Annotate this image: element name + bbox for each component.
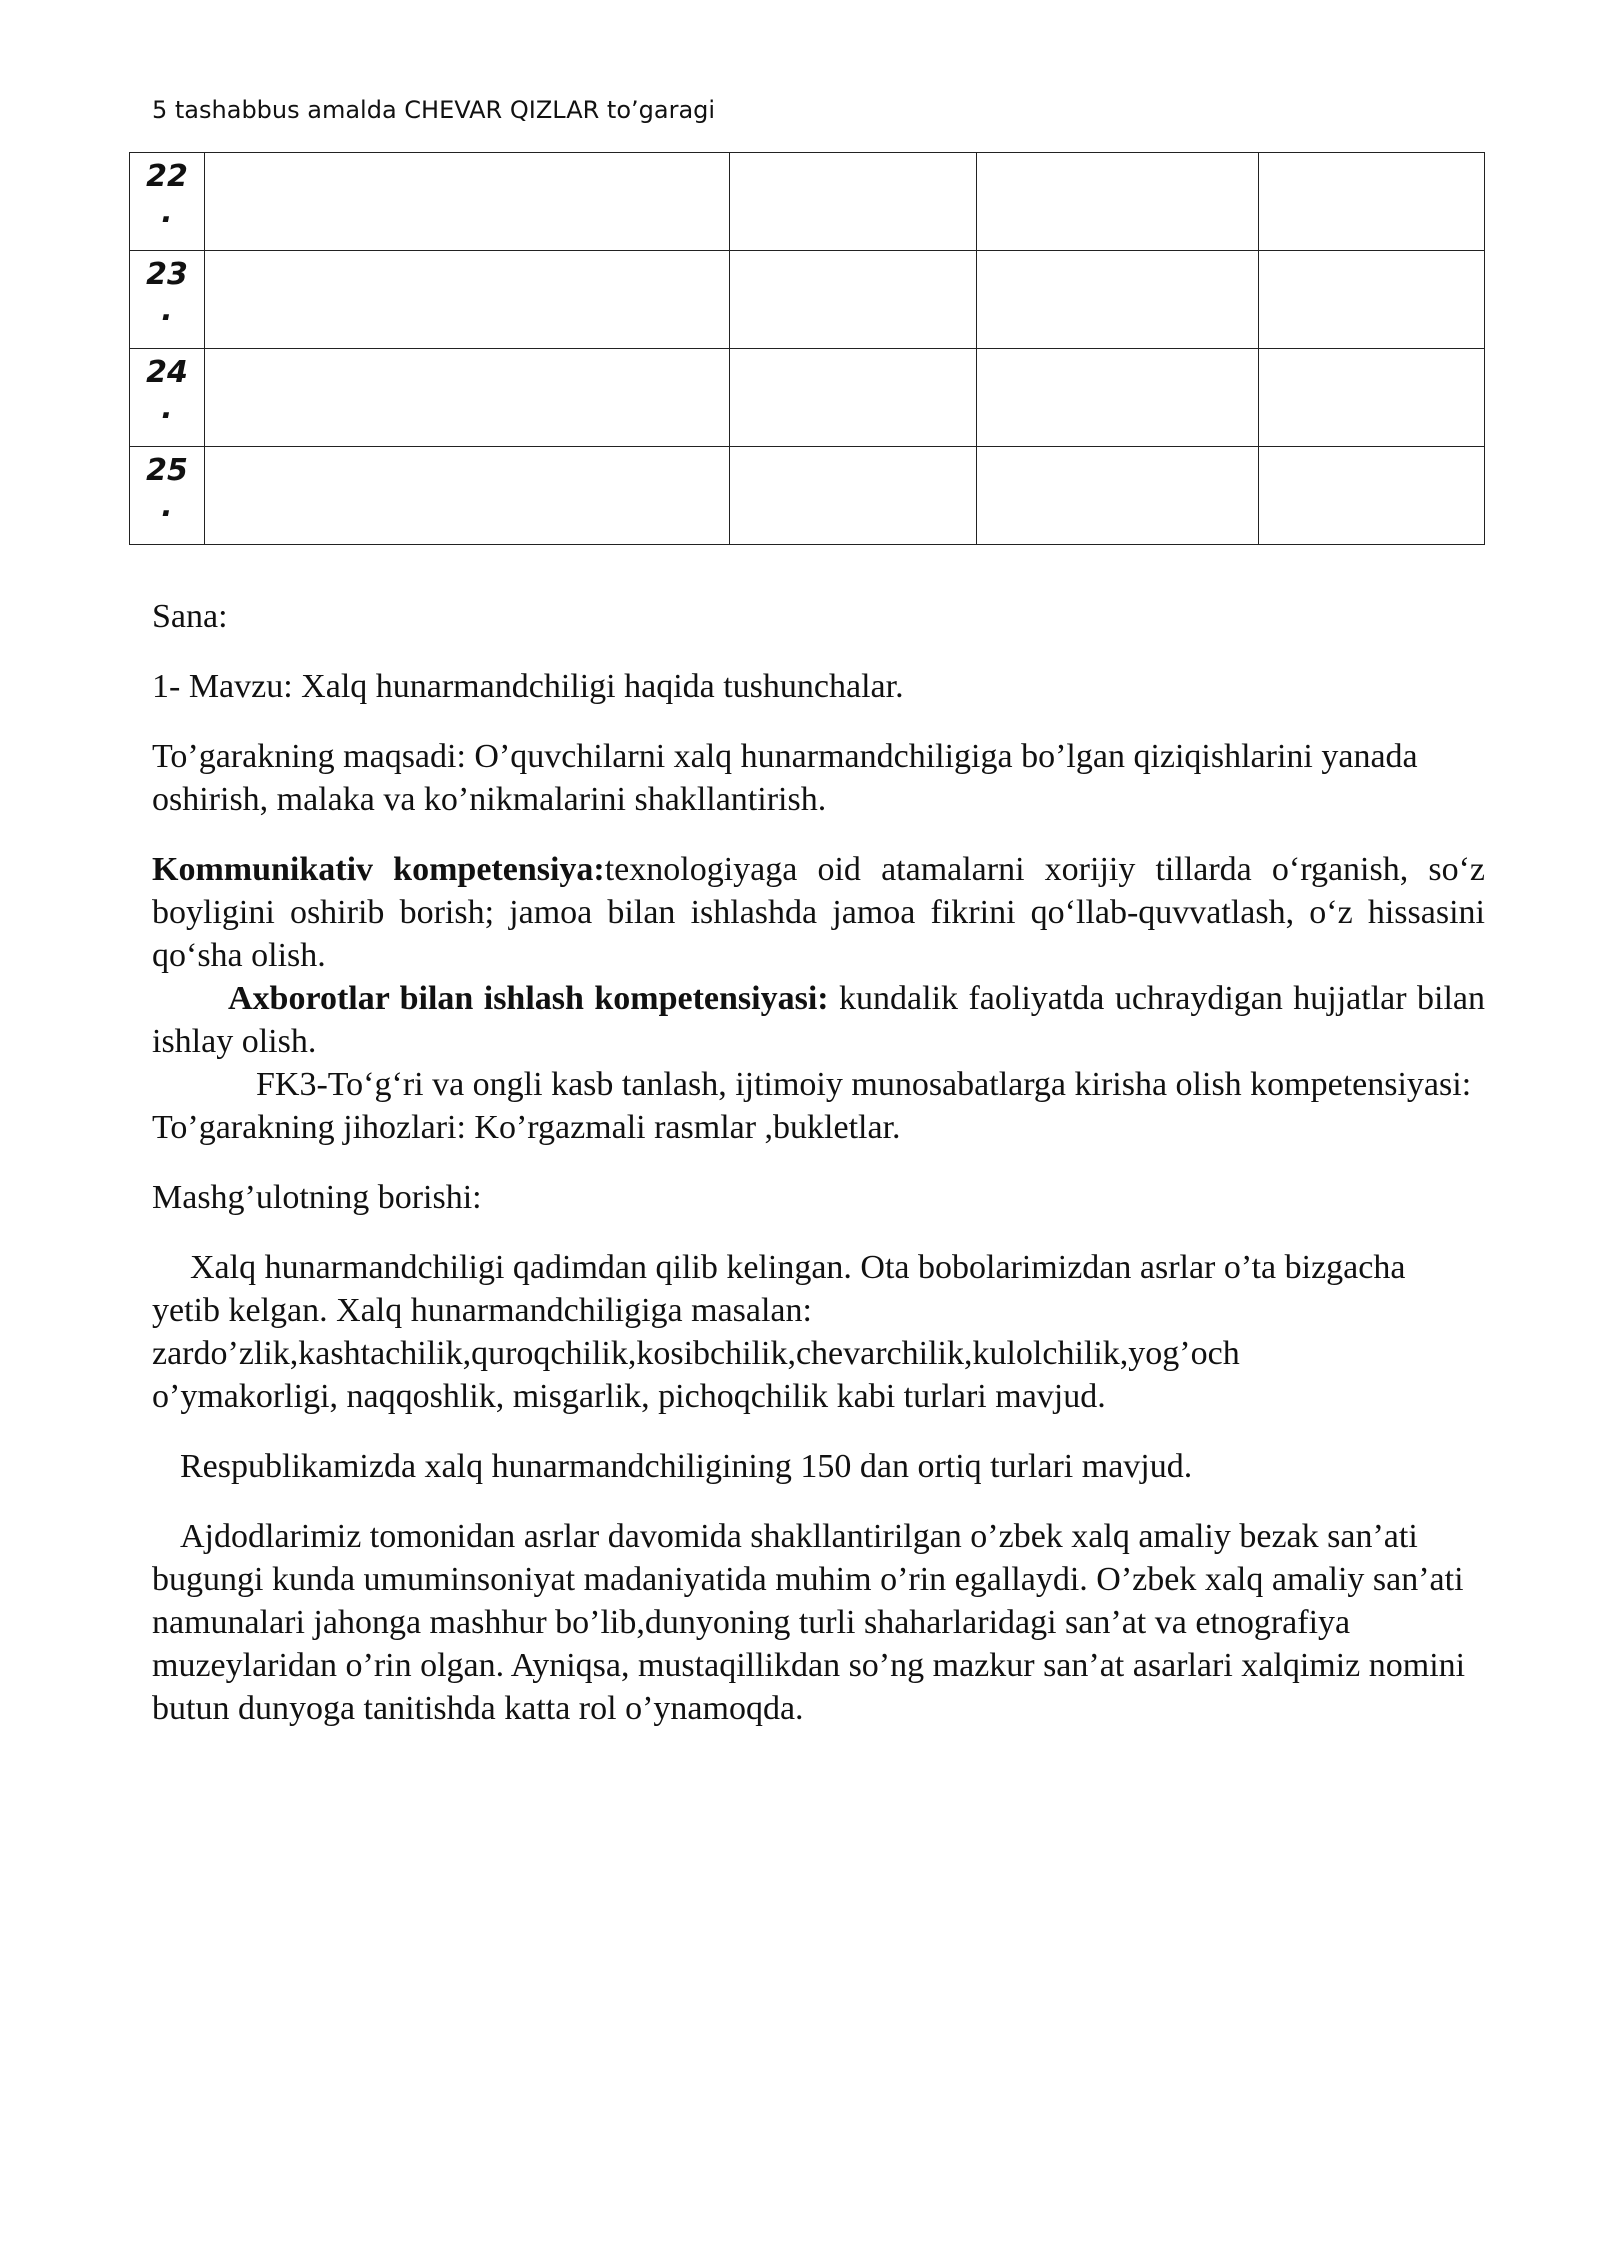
table-cell [977, 251, 1259, 349]
table-cell [977, 153, 1259, 251]
row-number: 25 . [130, 447, 205, 545]
table-cell [977, 349, 1259, 447]
communicative-competence-text: texnologiyaga oid atamalarni xorijiy tillarda oʻrganish, soʻz boyligini oshirib borish; jamoa bilan ishlashda jamoa fikrini qoʻllab-quvvatlash, oʻz hissasini qoʻsha olish. [152, 851, 1485, 974]
goal-paragraph: To’garakning maqsadi: O’quvchilarni xalq hunarmandchiligiga bo’lgan qiziqishlarini yanada oshirish, malaka va ko’nikmalarini shakllantirish. [152, 738, 1418, 818]
row-number: 24 . [130, 349, 205, 447]
table-cell [205, 447, 730, 545]
table-cell [205, 349, 730, 447]
table-cell [1259, 349, 1485, 447]
fk3-competence: FK3-Toʻgʻri va ongli kasb tanlash, ijtimoiy munosabatlarga kirisha olish kompetensiyasi: [256, 1066, 1472, 1103]
table-cell [205, 153, 730, 251]
lesson-body [152, 595, 1485, 1730]
table-cell [1259, 153, 1485, 251]
table-cell [1259, 447, 1485, 545]
paragraph-crafts-list: zardo’zlik,kashtachilik,quroqchilik,kosibchilik,chevarchilik,kulolchilik,yog’och o’ymakorligi, naqqoshlik, misgarlik, pichoqchilik kabi turlari mavjud. [152, 1335, 1240, 1415]
information-competence [152, 977, 1485, 1063]
table-cell [730, 251, 977, 349]
information-competence-title: Axborotlar bilan ishlash kompetensiyasi: [228, 980, 829, 1017]
table-cell [1259, 251, 1485, 349]
paragraph-crafts-count: Respublikamizda xalq hunarmandchiligining 150 dan ortiq turlari mavjud. [180, 1448, 1193, 1485]
paragraph-crafts-history: Xalq hunarmandchiligi qadimdan qilib kelingan. Ota bobolarimizdan asrlar o’ta bizgacha yetib kelgan. Xalq hunarmandchiligiga masalan: [152, 1249, 1406, 1329]
paragraph-uzbek-art: Ajdodlarimiz tomonidan asrlar davomida shakllantirilgan o’zbek xalq amaliy bezak san’ati bugungi kunda umuminsoniyat madaniyatida muhim o’rin egallaydi. O’zbek xalq amaliy san’ati namunalari jahonga mashhur bo’lib,dunyoning turli shaharlaridagi san’at va etnografiya muzeylaridan o’rin olgan. Ayniqsa, mustaqillikdan so’ng mazkur san’at asarlari xalqimiz nomini butun dunyoga tanitishda katta rol o’ynamoqda. [152, 1518, 1466, 1727]
row-number: 23 . [130, 251, 205, 349]
lesson-progress-title: Mashg’ulotning borishi: [152, 1179, 482, 1216]
attendance-table [129, 152, 1485, 545]
equipment-line: To’garakning jihozlari: Ko’rgazmali rasmlar ,bukletlar. [152, 1109, 901, 1146]
table-cell [730, 447, 977, 545]
communicative-competence-title: Kommunikativ kompetensiya: [152, 851, 605, 888]
date-label: Sana: [152, 598, 228, 635]
table-row [130, 251, 1485, 349]
table-cell [730, 153, 977, 251]
table-row [130, 447, 1485, 545]
row-number: 22 . [130, 153, 205, 251]
communicative-competence [152, 848, 1485, 977]
table-cell [205, 251, 730, 349]
table-row [130, 349, 1485, 447]
topic-line: 1- Mavzu: Xalq hunarmandchiligi haqida tushunchalar. [152, 668, 904, 705]
table-row [130, 153, 1485, 251]
page-header: 5 tashabbus amalda CHEVAR QIZLAR to’garagi [152, 96, 716, 124]
table-cell [730, 349, 977, 447]
table-cell [977, 447, 1259, 545]
information-competence-text: kundalik faoliyatda uchraydigan hujjatlar bilan ishlay olish. [152, 980, 1485, 1060]
